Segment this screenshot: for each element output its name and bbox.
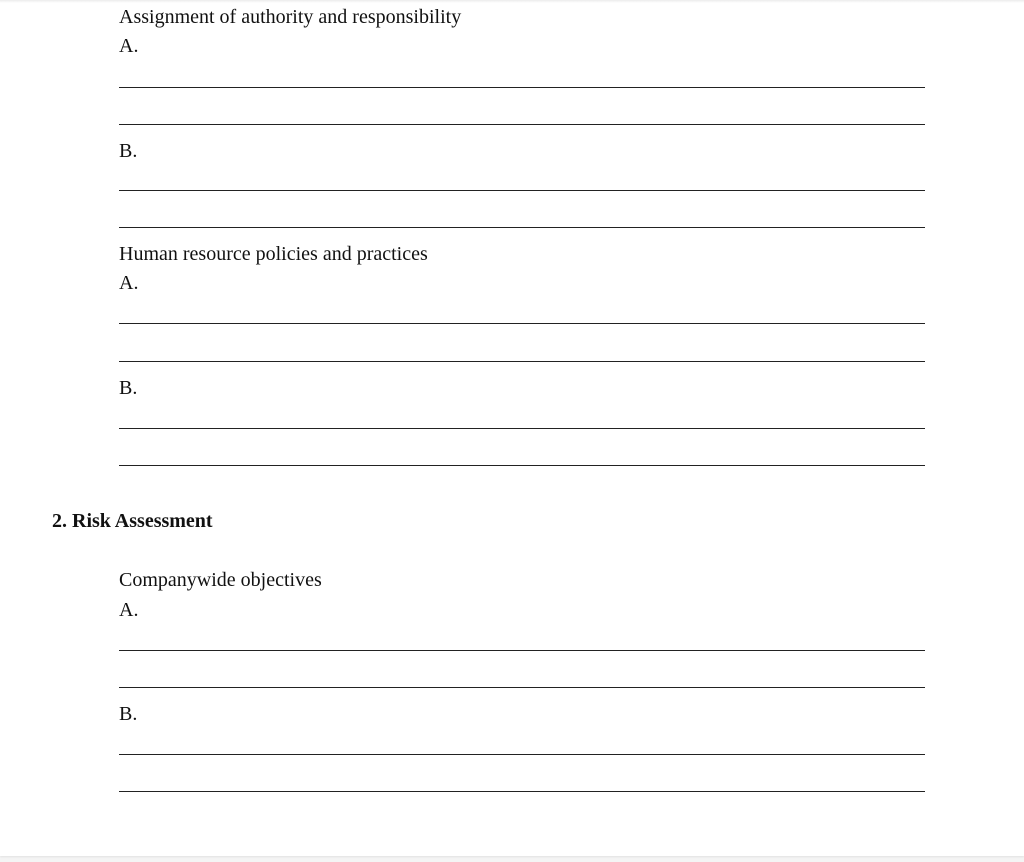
section-title-hr: Human resource policies and practices [119, 243, 428, 265]
heading-risk-assessment: 2. Risk Assessment [52, 510, 213, 532]
answer-line-hr-b-1[interactable] [119, 428, 925, 429]
item-label-authority-a: A. [119, 35, 139, 57]
item-label-hr-b: B. [119, 377, 138, 399]
answer-line-objectives-a-1[interactable] [119, 650, 925, 651]
answer-line-hr-a-1[interactable] [119, 323, 925, 324]
answer-line-authority-a-1[interactable] [119, 87, 925, 88]
section-title-objectives: Companywide objectives [119, 569, 322, 591]
answer-line-objectives-b-2[interactable] [119, 791, 925, 792]
answer-line-authority-b-1[interactable] [119, 190, 925, 191]
answer-line-authority-a-2[interactable] [119, 124, 925, 125]
answer-line-objectives-a-2[interactable] [119, 687, 925, 688]
item-label-hr-a: A. [119, 272, 139, 294]
answer-line-authority-b-2[interactable] [119, 227, 925, 228]
answer-line-objectives-b-1[interactable] [119, 754, 925, 755]
item-label-objectives-a: A. [119, 599, 139, 621]
answer-line-hr-b-2[interactable] [119, 465, 925, 466]
section-title-authority: Assignment of authority and responsibility [119, 6, 462, 28]
item-label-authority-b: B. [119, 140, 138, 162]
item-label-objectives-b: B. [119, 703, 138, 725]
page-top-shadow [0, 0, 1024, 3]
answer-line-hr-a-2[interactable] [119, 361, 925, 362]
